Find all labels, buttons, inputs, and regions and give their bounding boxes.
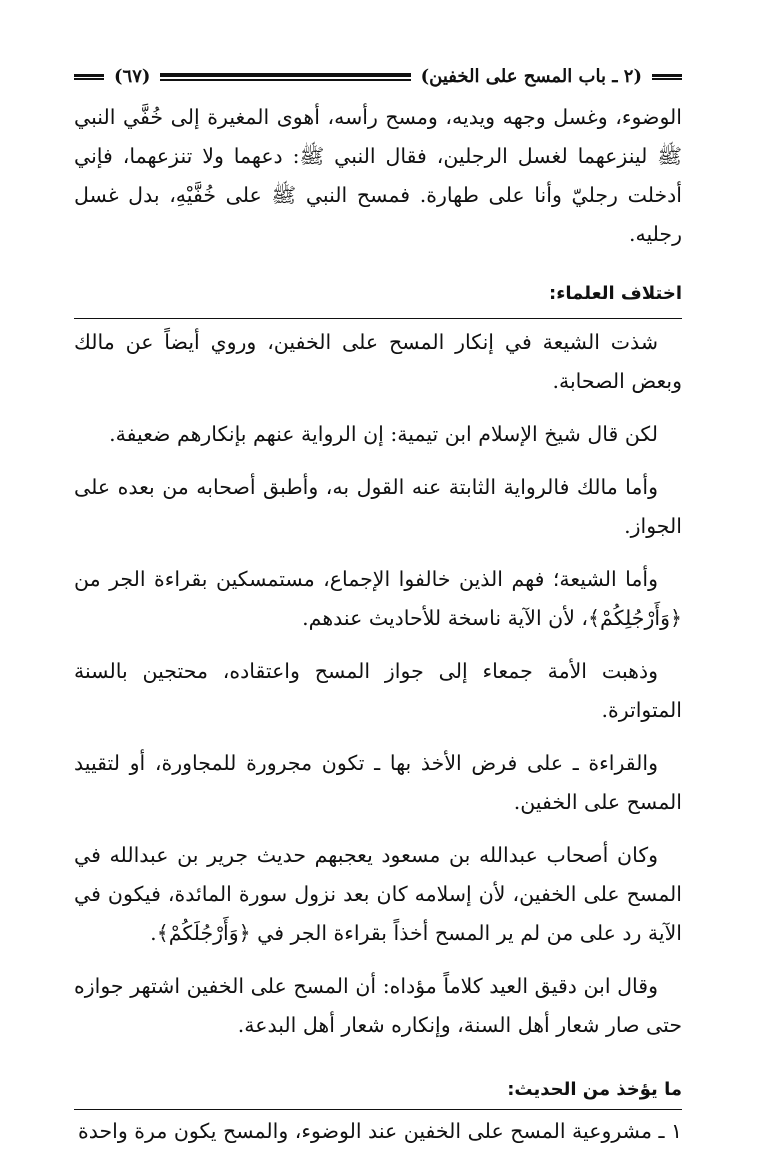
chapter-title: (٢ ـ باب المسح على الخفين) (420, 65, 642, 87)
paragraph: والقراءة ـ على فرض الأخذ بها ـ تكون مجرورة للمجاورة، أو لتقييد المسح على الخفين. (74, 751, 682, 814)
paragraph: وأما الشيعة؛ فهم الذين خالفوا الإجماع، مستمسكين بقراءة الجر من ﴿وَأَرْجُلِكُمْ﴾، لأن الآية ناسخة للأحاديث عندهم. (74, 567, 682, 630)
header-rule-left (74, 74, 104, 80)
section-heading-lessons: ما يؤخذ من الحديث: (507, 1079, 682, 1100)
paragraph: وقال ابن دقيق العيد كلاماً مؤداه: أن المسح على الخفين اشتهر جوازه حتى صار شعار أهل السنة، وإنكاره شعار أهل البدعة. (74, 974, 682, 1037)
paragraph: لكن قال شيخ الإسلام ابن تيمية: إن الرواية عنهم بإنكارهم ضعيفة. (109, 422, 658, 446)
page-body (74, 98, 682, 1151)
paragraph: وأما مالك فالرواية الثابتة عنه القول به، وأطبق أصحابه من بعده على الجواز. (74, 475, 682, 538)
header-rule-middle (160, 73, 410, 81)
page-number: (٦٧) (114, 65, 151, 87)
header-rule-right (652, 74, 682, 80)
paragraph: وذهبت الأمة جمعاء إلى جواز المسح واعتقاده، محتجين بالسنة المتواترة. (74, 659, 682, 722)
page-header (74, 58, 682, 94)
intro-paragraph: الوضوء، وغسل وجهه ويديه، ومسح رأسه، أهوى المغيرة إلى خُفَّي النبي ﷺ لينزعهما لغسل الرجلين، فقال النبي ﷺ: دعهما ولا تنزعهما، فإني أدخلت رجليّ وأنا على طهارة. فمسح النبي ﷺ على خُفَّيْهِ، بدل غسل رجليه. (74, 105, 682, 246)
section-rule (74, 1109, 682, 1110)
paragraph: شذت الشيعة في إنكار المسح على الخفين، وروي أيضاً عن مالك وبعض الصحابة. (74, 330, 682, 393)
paragraph: وكان أصحاب عبدالله بن مسعود يعجبهم حديث جرير بن عبدالله في المسح على الخفين، لأن إسلامه كان بعد نزول سورة المائدة، فيكون في الآية رد على من لم ير المسح أخذاً بقراءة الجر في ﴿وَأَرْجُلَكُمْ﴾. (74, 843, 682, 945)
section-heading-scholars-disagreement: اختلاف العلماء: (549, 283, 682, 304)
section-rule (74, 318, 682, 319)
list-item: ١ ـ مشروعية المسح على الخفين عند الوضوء، والمسح يكون مرة واحدة (78, 1119, 682, 1143)
